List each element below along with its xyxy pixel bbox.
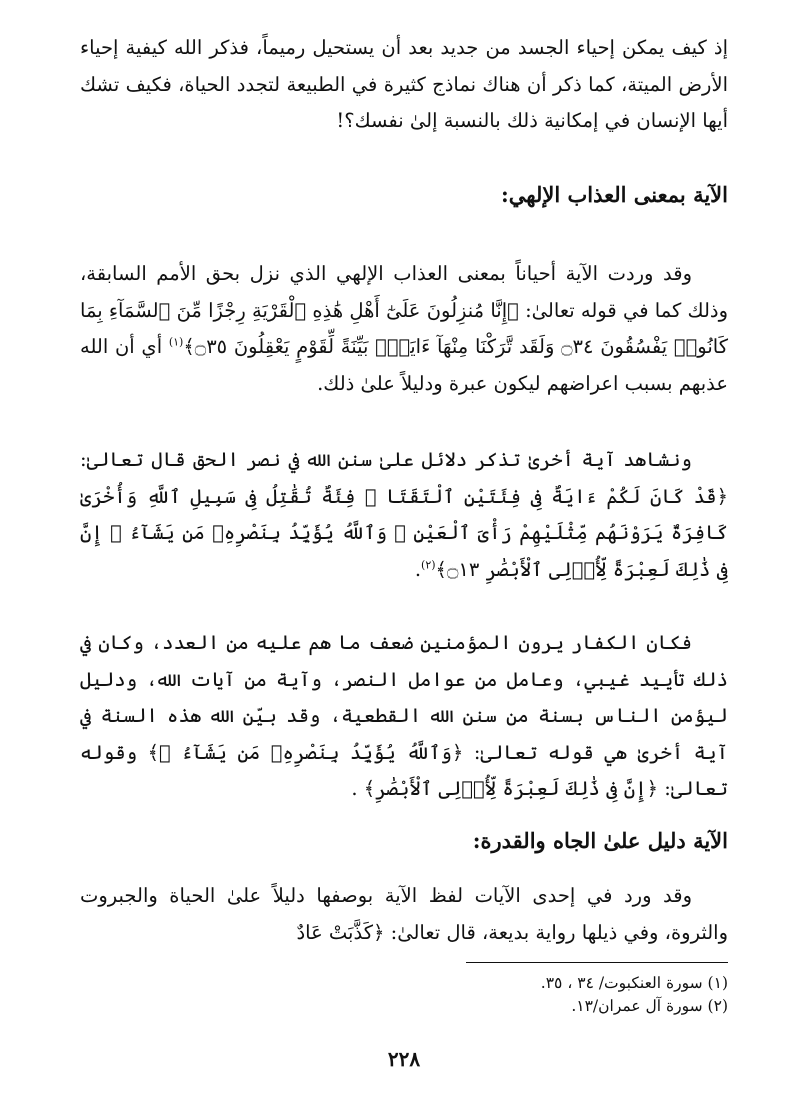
paragraph-text: . xyxy=(351,777,358,800)
paragraph-text: وقد وردت الآية أحياناً بمعنى العذاب الإلهي الذي نزل بحق الأمم السابقة، وذلك كما في قوله تعالىٰ: xyxy=(80,262,728,322)
paragraph-power xyxy=(80,878,728,951)
footnote-2 xyxy=(80,995,728,1018)
footnotes xyxy=(80,972,728,1018)
paragraph-text: وقوله تعالىٰ: xyxy=(80,740,728,800)
quran-verse: ﴿قَدْ كَانَ لَكُمْ ءَايَةٌ فِى فِئَتَيْنِ ٱلْتَقَتَا ۖ فِئَةٌ تُقَٰتِلُ فِى سَبِيلِ ٱللَّهِ وَأُخْرَىٰ كَافِرَةٌ يَرَوْنَهُم مِّثْلَيْهِمْ رَأْىَ ٱلْعَيْنِ ۚ وَٱللَّهُ يُؤَيِّدُ بِنَصْرِهِۦ مَن يَشَآءُ ۗ إِنَّ فِى ذَٰلِكَ لَعِبْرَةً لِّأُو۟لِى ٱلْأَبْصَٰرِ ۝١٣﴾ xyxy=(80,484,728,581)
section-heading-power: الآية دليل علىٰ الجاه والقدرة: xyxy=(472,828,728,853)
paragraph-resurrection: إذ كيف يمكن إحياء الجسد من جديد بعد أن يستحيل رميماً، فذكر الله كيفية إحياء الأرض الميتة، كما ذكر أن هناك نماذج كثيرة في الطبيعة لتجدد الحياة، فكيف تشك أيها الإنسان في إمكانية ذلك بالنسبة إلىٰ نفسك؟! xyxy=(80,36,728,132)
footnote-text: سورة آل عمران/١٣. xyxy=(571,997,703,1015)
footnote-1 xyxy=(80,972,728,995)
footnote-reference: (١) xyxy=(168,335,184,349)
paragraph-text: وقد ورد في إحدى الآيات لفظ الآية بوصفها دليلاً علىٰ الحياة والجبروت والثروة، وفي ذيلها رواية بديعة، قال تعالىٰ: xyxy=(80,884,728,944)
quran-verse: ﴿إِنَّ فِى ذَٰلِكَ لَعِبْرَةً لِّأُو۟لِى ٱلْأَبْصَٰرِ﴾ xyxy=(363,777,659,800)
quran-verse: ﴿كَذَّبَتْ عَادٌ xyxy=(296,920,385,944)
quran-verse: ﴿وَٱللَّهُ يُؤَيِّدُ بِنَصْرِهِۦ مَن يَشَآءُ ۗ﴾ xyxy=(147,740,464,764)
paragraph-text: أي أن الله عذبهم بسبب اعراضهم ليكون عبرة ودليلاً علىٰ ذلك. xyxy=(80,335,728,395)
paragraph-disbelievers xyxy=(80,625,728,808)
quran-verse: ﴿إِنَّا مُنزِلُونَ عَلَىٰٓ أَهْلِ هَٰذِهِ ٱلْقَرْيَةِ رِجْزًا مِّنَ ٱلسَّمَآءِ بِمَا كَانُوا۟ يَفْسُقُونَ ۝٣٤ وَلَقَد تَّرَكْنَا مِنْهَآ ءَايَةًۢ بَيِّنَةً لِّقَوْمٍ يَعْقِلُونَ ۝٣٥﴾ xyxy=(80,298,728,358)
footnote-number: (١) xyxy=(707,974,728,992)
paragraph-text: ونشاهد آية أخرىٰ تذكر دلائل علىٰ سنن الله في نصر الحق قال تعالىٰ: xyxy=(80,448,692,471)
footnote-divider xyxy=(466,962,728,963)
page-number: ٢٢٨ xyxy=(387,1047,421,1071)
paragraph-text: فكان الكفار يرون المؤمنين ضعف ما هم عليه من العدد، وكان في ذلك تأييد غيبي، وعامل من عوامل النصر، وآية من آيات الله، ودليل ليؤمن الناس بسنة من سنن الله القطعية، وقد بيّن الله هذه السنة في آية أخرىٰ هي قوله تعالىٰ: xyxy=(80,631,729,764)
section-heading-divine-punishment: الآية بمعنى العذاب الإلهي: xyxy=(501,182,728,207)
footnote-number: (٢) xyxy=(707,997,728,1015)
footnote-text: سورة العنكبوت/ ٣٤ ، ٣٥. xyxy=(540,974,703,992)
footnote-reference: (٢) xyxy=(421,558,436,571)
paragraph-punishment xyxy=(80,256,728,402)
paragraph-text: . xyxy=(414,557,422,581)
book-page xyxy=(80,30,728,1090)
paragraph-victory xyxy=(80,442,728,588)
